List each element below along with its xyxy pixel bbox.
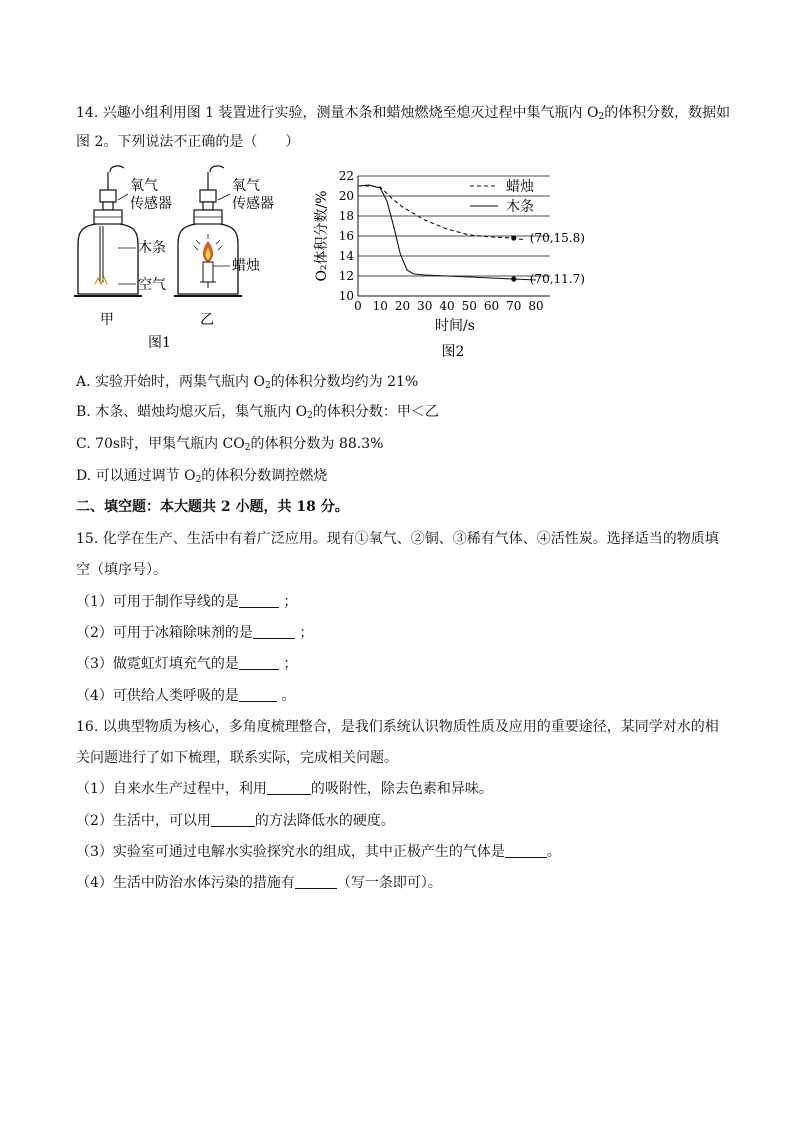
data-point-label: (70,15.8)	[529, 231, 585, 245]
q16-item-4: （4）生活中防治水体污染的措施有 （写一条即可）。	[76, 875, 442, 891]
answer-blank[interactable]	[239, 593, 279, 608]
q16-line1: 16. 以典型物质为核心，多角度梳理整合，是我们系统认识物质性质及应用的重要途径，某同学对水的相	[76, 719, 719, 735]
data-point-label: (70,11.7)	[529, 272, 585, 286]
y-tick-label: 12	[338, 269, 354, 283]
q14-option-a: A. 实验开始时，两集气瓶内 $O_2$的体积分数均约为 21%	[76, 374, 419, 391]
q14-option-d: D. 可以通过调节 $O_2$的体积分数调控燃烧	[76, 468, 328, 485]
label-oxygen-b: 氧气	[232, 178, 260, 194]
q15-item-1: （1）可用于制作导线的是 ；	[76, 594, 298, 610]
legend-label: 木条	[506, 199, 534, 215]
q14-line2: 图 2。下列说法不正确的是（ ）	[76, 134, 300, 150]
x-axis-title: 时间/s	[435, 318, 475, 334]
label-air: 空气	[138, 277, 166, 293]
section-2-title: 二、填空题：本大题共 2 小题，共 18 分。	[76, 499, 349, 515]
y-tick-label: 10	[338, 289, 354, 303]
q16-item-2: （2）生活中，可以用 的方法降低水的硬度。	[76, 813, 395, 829]
q15-item-2: （2）可用于冰箱除味剂的是 ；	[76, 625, 314, 641]
figure-1-caption: 图1	[148, 335, 171, 351]
answer-blank[interactable]	[505, 843, 547, 858]
answer-blank[interactable]	[267, 780, 311, 795]
label-jia: 甲	[100, 312, 114, 328]
x-tick-label: 70	[506, 299, 522, 313]
x-tick-label: 0	[354, 299, 362, 313]
label-yi: 乙	[200, 312, 214, 328]
label-sensor-a: 传感器	[130, 196, 172, 212]
q14-option-c: C. 70s时，甲集气瓶内 $CO_2$的体积分数为 88.3%	[76, 436, 384, 453]
figure-1-apparatus	[70, 164, 320, 354]
label-sensor-b: 传感器	[232, 196, 274, 212]
q16-item-3: （3）实验室可通过电解水实验探究水的组成，其中正极产生的气体是 。	[76, 844, 561, 860]
q15-line1: 15. 化学在生产、生活中有着广泛应用。现有①氧气、②铜、③稀有气体、④活性炭。选择适当的物质填	[76, 531, 719, 547]
q15-item-4: （4）可供给人类呼吸的是 。	[76, 688, 296, 704]
data-point	[511, 276, 516, 281]
q15-item-3: （3）做霓虹灯填充气的是 ；	[76, 656, 298, 672]
label-oxygen-a: 氧气	[130, 178, 158, 194]
answer-blank[interactable]	[239, 655, 279, 670]
x-tick-label: 10	[372, 299, 388, 313]
y-tick-label: 20	[338, 189, 354, 203]
figure-2-chart	[312, 164, 612, 362]
data-point	[511, 235, 516, 240]
figure-2-caption: 图2	[441, 344, 465, 360]
x-tick-label: 30	[417, 299, 433, 313]
x-tick-label: 60	[483, 299, 500, 313]
x-tick-label: 40	[439, 299, 455, 313]
y-tick-label: 14	[338, 249, 354, 263]
q15-line2: 空（填序号）。	[76, 562, 167, 578]
answer-blank[interactable]	[295, 874, 337, 889]
x-tick-label: 80	[528, 299, 544, 313]
q16-item-1: （1）自来水生产过程中，利用 的吸附性，除去色素和异味。	[76, 781, 493, 797]
x-tick-label: 50	[461, 299, 477, 313]
label-stick: 木条	[138, 240, 166, 256]
y-tick-label: 18	[338, 209, 354, 223]
y-axis-title: O₂体积分数/%	[314, 190, 330, 282]
q14-line1: 14. 兴趣小组利用图 1 装置进行实验，测量木条和蜡烛燃烧至熄灭过程中集气瓶内 $O_2$的体积分数，数据如	[76, 105, 731, 122]
x-tick-label: 20	[394, 299, 411, 313]
q14-option-b: B. 木条、蜡烛均熄灭后，集气瓶内 $O_2$的体积分数：甲＜乙	[76, 404, 439, 421]
label-candle: 蜡烛	[232, 258, 260, 274]
y-tick-label: 16	[338, 229, 354, 243]
answer-blank[interactable]	[211, 812, 255, 827]
y-tick-label: 22	[338, 169, 354, 183]
answer-blank[interactable]	[253, 624, 295, 639]
answer-blank[interactable]	[239, 687, 277, 702]
q16-line2: 关问题进行了如下梳理，联系实际，完成相关问题。	[76, 750, 398, 766]
legend-label: 蜡烛	[506, 179, 534, 195]
